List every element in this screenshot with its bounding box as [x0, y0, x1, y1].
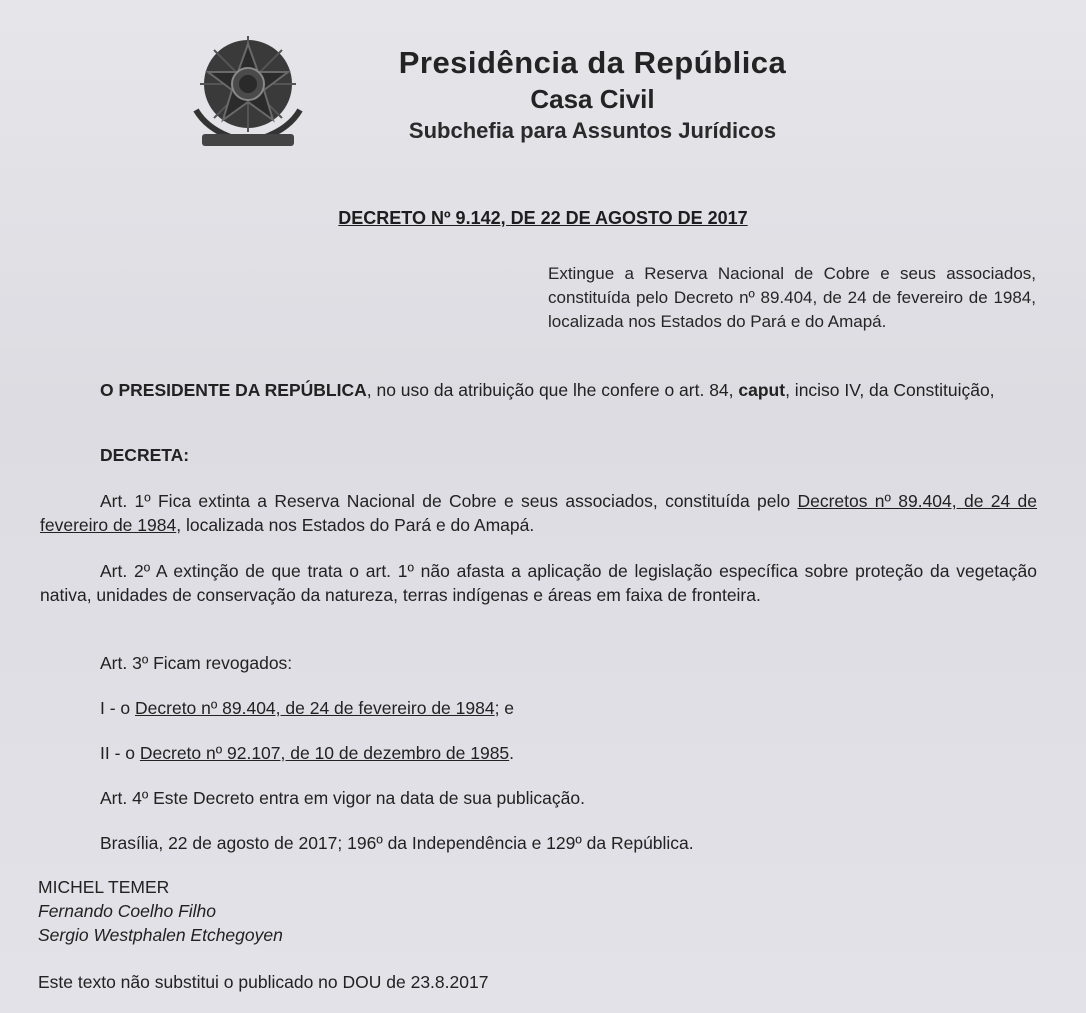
signature-minister-2: Sergio Westphalen Etchegoyen — [38, 925, 283, 945]
publication-note: Este texto não substitui o publicado no DOU de 23.8.2017 — [38, 972, 489, 992]
preamble-bold: O PRESIDENTE DA REPÚBLICA — [100, 380, 367, 400]
preamble-text-2: , inciso IV, da Constituição, — [785, 380, 995, 400]
article-3-item-2 — [100, 741, 514, 765]
preamble-caput: caput — [738, 380, 786, 400]
article-3: Art. 3º Ficam revogados: — [100, 653, 293, 673]
item-1-suffix: ; e — [494, 698, 515, 718]
header-title: Presidência da República — [398, 45, 787, 80]
preamble — [40, 378, 1037, 402]
brazil-coat-of-arms-icon — [190, 30, 306, 154]
item-2-link[interactable]: Decreto nº 92.107, de 10 de dezembro de 1985 — [139, 743, 510, 763]
decree-title — [0, 208, 1086, 229]
signature-president: MICHEL TEMER — [38, 877, 170, 897]
article-3-item-1 — [100, 696, 514, 720]
closing-line: Brasília, 22 de agosto de 2017; 196º da Independência e 129º da República. — [100, 833, 694, 853]
header-subtitle: Casa Civil — [530, 84, 655, 114]
article-2: Art. 2º A extinção de que trata o art. 1º não afasta a aplicação de legislação específica sobre proteção da vegetação nativa, unidades de conservação da natureza, terras indígenas e áreas em faixa de fronteira. — [40, 561, 1037, 605]
header-unit: Subchefia para Assuntos Jurídicos — [408, 118, 777, 143]
decree-ementa: Extingue a Reserva Nacional de Cobre e seus associados, constituída pelo Decreto nº 89.404, de 24 de fevereiro de 1984, localizada nos Estados do Pará e do Amapá. — [548, 264, 1036, 331]
item-1-link[interactable]: Decreto nº 89.404, de 24 de fevereiro de 1984 — [135, 698, 495, 718]
signature-minister-1: Fernando Coelho Filho — [38, 901, 217, 921]
article-1-prefix: Art. 1º Fica extinta a Reserva Nacional de Cobre e seus associados, constituída pelo — [100, 491, 798, 511]
preamble-text-1: , no uso da atribuição que lhe confere o art. 84, — [366, 380, 739, 400]
decree-title-text: DECRETO Nº 9.142, DE 22 DE AGOSTO DE 2017 — [338, 208, 748, 228]
article-4: Art. 4º Este Decreto entra em vigor na data de sua publicação. — [100, 788, 585, 808]
article-1-suffix: , localizada nos Estados do Pará e do Amapá. — [176, 515, 535, 535]
article-1 — [40, 489, 1037, 537]
article-1-link[interactable]: Decretos nº 89.404, de 24 de fevereiro de 1984 — [40, 491, 1037, 535]
item-2-prefix: II - o — [100, 743, 140, 763]
document-header — [320, 44, 865, 146]
decreta-heading: DECRETA: — [100, 445, 190, 465]
item-1-prefix: I - o — [100, 698, 136, 718]
item-2-suffix: . — [509, 743, 515, 763]
